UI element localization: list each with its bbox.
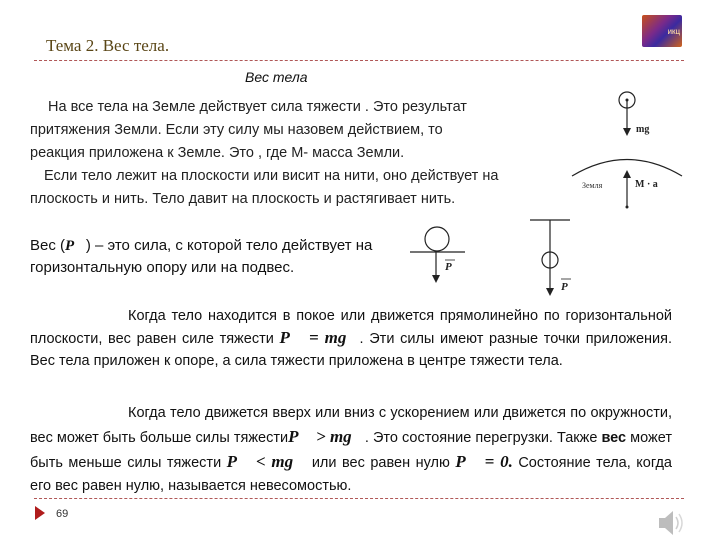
reaction-label: M · a xyxy=(635,179,658,190)
formula-less: P⃗ < mg⃗ xyxy=(226,452,307,471)
formula-greater: P⃗ > mg⃗ xyxy=(288,427,365,446)
support-p-label: P xyxy=(445,261,452,273)
formula-equal: P⃗ = mg⃗ xyxy=(279,328,360,347)
intro-line-3: реакция приложена к Земле. Это , где М- масса Земли. xyxy=(30,145,405,161)
logo-text: ИКЦ xyxy=(667,30,680,36)
formula-zero: P⃗ = 0. xyxy=(455,452,513,471)
acceleration-paragraph: Когда тело движется вверх или вниз с ускорением или движется по окружности, вес может быть больше силы тяжестиP⃗ > mg⃗. Это состояние перегрузки. Также вес может быть меньше силы тяжести P⃗ < mg⃗ или вес равен нулю P⃗ = 0. Состояние тела, когда его вес равен нулю, называется невесомостью. xyxy=(30,405,673,494)
intro-line-1: На все тела на Земле действует сила тяжести . Это результат xyxy=(48,99,467,115)
intro-line-5: плоскость и нить. Тело давит на плоскость и растягивает нить. xyxy=(30,191,456,207)
page-number: 69 xyxy=(56,508,69,520)
footer-divider xyxy=(34,498,684,499)
gravity-diagram xyxy=(582,88,700,218)
intro-paragraph xyxy=(30,96,560,211)
speaker-icon[interactable] xyxy=(655,508,685,538)
mg-label: mg xyxy=(636,124,650,135)
weight-definition: Вес (P⃗) – это сила, с которой тело действует на горизонтальную опору или на подвес. xyxy=(30,237,373,276)
suspension-p-label: P xyxy=(561,281,568,293)
suspension-diagram xyxy=(525,215,605,305)
intro-line-4: Если тело лежит на плоскости или висит на нити, оно действует на xyxy=(44,168,499,184)
triangle-right-icon xyxy=(35,506,45,520)
section-heading: Вес тела xyxy=(245,69,308,85)
rest-paragraph: Когда тело находится в покое или движется прямолинейно по горизонтальной плоскости, вес равен силе тяжести P⃗ = mg⃗. Эти силы имеют разные точки приложения. Вес тела приложен к опоре, а сила тяжести приложена в центре тяжести тела. xyxy=(30,308,672,369)
weight-symbol: P⃗ xyxy=(65,238,86,254)
slide-title: Тема 2. Вес тела. xyxy=(46,36,170,55)
intro-line-2: притяжения Земли. Если эту силу мы назовем действием, то xyxy=(30,122,443,138)
earth-label: Земля xyxy=(582,181,603,190)
title-divider xyxy=(34,60,684,61)
support-diagram xyxy=(405,222,485,302)
logo-icon xyxy=(642,15,682,47)
